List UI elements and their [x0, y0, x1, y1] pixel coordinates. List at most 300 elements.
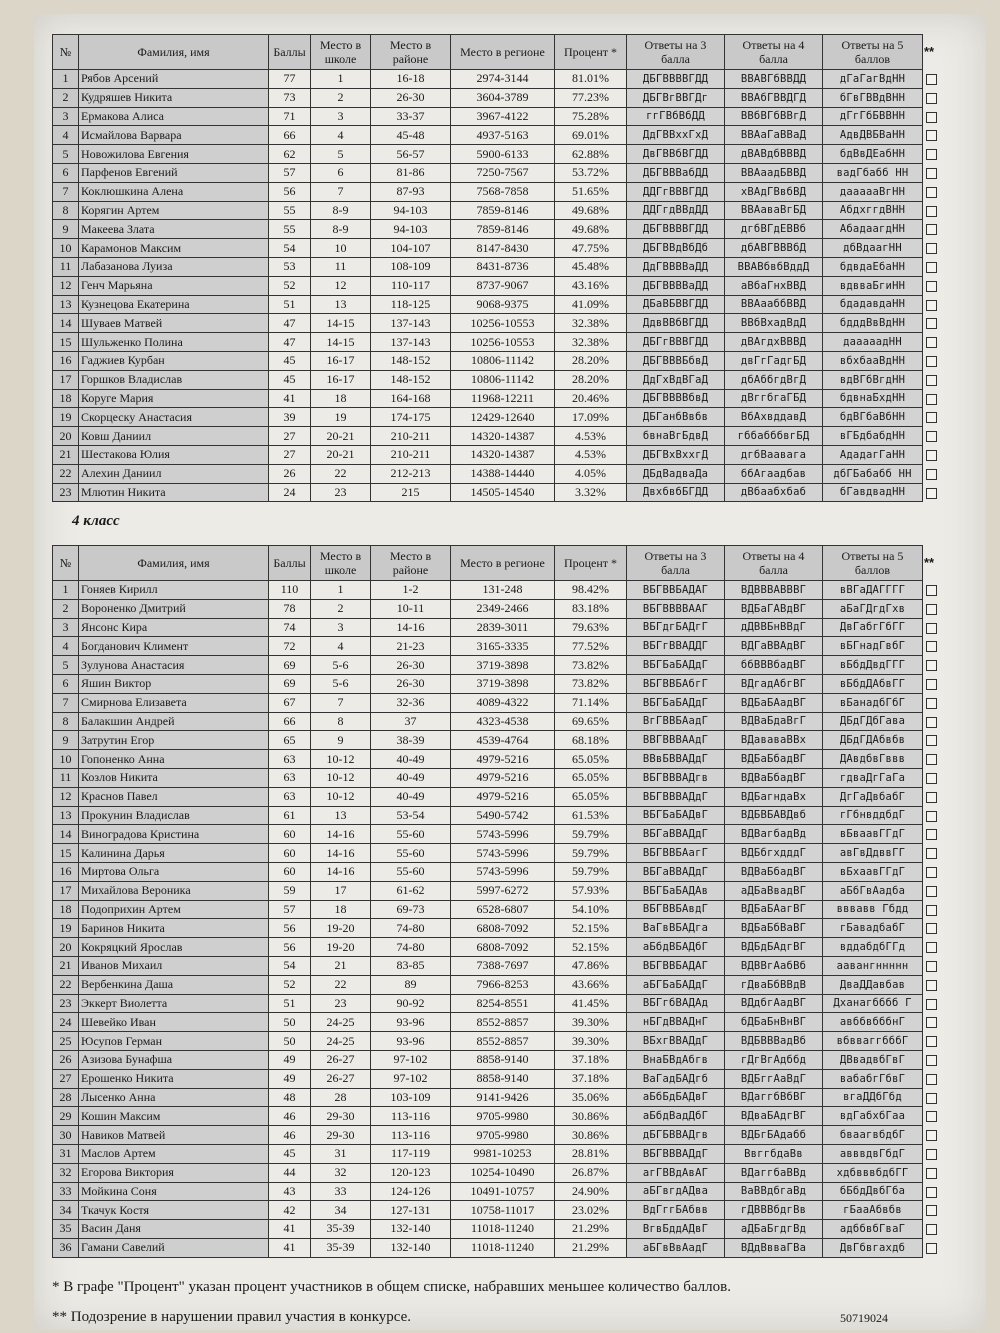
- score: 52: [269, 975, 311, 994]
- score: 57: [269, 163, 311, 182]
- district-place: 212-213: [371, 464, 451, 483]
- violation-checkbox[interactable]: [926, 1243, 937, 1254]
- table-row: [53, 163, 923, 182]
- table-row: [53, 1032, 923, 1051]
- violation-checkbox[interactable]: [926, 717, 937, 728]
- score: 78: [269, 599, 311, 618]
- violation-checkbox[interactable]: [926, 829, 937, 840]
- violation-checkbox[interactable]: [926, 1036, 937, 1047]
- violation-checkbox[interactable]: [926, 698, 937, 709]
- violation-checkbox[interactable]: [926, 961, 937, 972]
- violation-checkbox[interactable]: [926, 206, 937, 217]
- answers-4-points: хВАдГВвбВД: [725, 182, 823, 201]
- answers-4-points: ВДВВВАВВВГ: [725, 581, 823, 600]
- answers-5-points: вдвваБгиНН: [823, 276, 923, 295]
- violation-checkbox[interactable]: [926, 1130, 937, 1141]
- violation-checkbox[interactable]: [926, 394, 937, 405]
- answers-4-points: гДваБбВВдВ: [725, 975, 823, 994]
- answers-3-points: ВБГВВБАагГ: [627, 844, 725, 863]
- violation-checkbox[interactable]: [926, 149, 937, 160]
- answers-5-points: аБаГДгдГхв: [823, 599, 923, 618]
- table-row: [53, 351, 923, 370]
- violation-checkbox[interactable]: [926, 1074, 937, 1085]
- row-number: 2: [53, 599, 79, 618]
- answers-5-points: вдВГбВгдНН: [823, 370, 923, 389]
- violation-checkbox[interactable]: [926, 224, 937, 235]
- district-place: 132-140: [371, 1238, 451, 1257]
- district-place: 87-93: [371, 182, 451, 201]
- answers-3-points: ВБГВВБАДАГ: [627, 581, 725, 600]
- violation-checkbox[interactable]: [926, 867, 937, 878]
- school-place: 31: [311, 1144, 371, 1163]
- region-place: 3719-3898: [451, 656, 555, 675]
- answers-3-points: ДвГВВбВГДД: [627, 145, 725, 164]
- table-2-body: [53, 581, 923, 1258]
- percent: 59.79%: [555, 862, 627, 881]
- score: 69: [269, 656, 311, 675]
- student-name: Коругe Мария: [79, 389, 269, 408]
- region-place: 7859-8146: [451, 201, 555, 220]
- column-header: Ответы на 4 балла: [725, 35, 823, 70]
- district-place: 10-11: [371, 599, 451, 618]
- table-row: [53, 88, 923, 107]
- school-place: 19-20: [311, 938, 371, 957]
- answers-5-points: бГавдвадНН: [823, 483, 923, 502]
- score: 60: [269, 844, 311, 863]
- answers-3-points: ДДГгВВВГДД: [627, 182, 725, 201]
- school-place: 5-6: [311, 656, 371, 675]
- row-number: 7: [53, 693, 79, 712]
- answers-5-points: дааааадНН: [823, 333, 923, 352]
- violation-checkbox[interactable]: [926, 1168, 937, 1179]
- column-header: Ответы на 3 балла: [627, 546, 725, 581]
- table-row: [53, 919, 923, 938]
- answers-4-points: дгбВаавага: [725, 445, 823, 464]
- row-number: 19: [53, 919, 79, 938]
- answers-4-points: ВДБаБАадВГ: [725, 693, 823, 712]
- district-place: 148-152: [371, 351, 451, 370]
- violation-checkbox[interactable]: [926, 1093, 937, 1104]
- violation-checkbox[interactable]: [926, 773, 937, 784]
- region-place: 8858-9140: [451, 1050, 555, 1069]
- answers-4-points: дДВВБнВВдГ: [725, 618, 823, 637]
- row-number: 14: [53, 825, 79, 844]
- violation-checkbox[interactable]: [926, 93, 937, 104]
- answers-5-points: АбадаагдНН: [823, 220, 923, 239]
- violation-checkbox[interactable]: [926, 604, 937, 615]
- score: 45: [269, 351, 311, 370]
- violation-checkbox[interactable]: [926, 923, 937, 934]
- footnote-violation: ** Подозрение в нарушении правил участия в конкурсе.: [52, 1309, 412, 1325]
- row-number: 10: [53, 239, 79, 258]
- region-place: 3967-4122: [451, 107, 555, 126]
- percent: 26.87%: [555, 1163, 627, 1182]
- school-place: 2: [311, 88, 371, 107]
- table-row: [53, 126, 923, 145]
- school-place: 9: [311, 731, 371, 750]
- score: 50: [269, 1013, 311, 1032]
- score: 59: [269, 881, 311, 900]
- violation-checkbox[interactable]: [926, 300, 937, 311]
- school-place: 5: [311, 145, 371, 164]
- region-place: 8858-9140: [451, 1069, 555, 1088]
- student-name: Шуваев Матвей: [79, 314, 269, 333]
- violation-checkbox[interactable]: [926, 112, 937, 123]
- violation-checkbox[interactable]: [926, 999, 937, 1010]
- violation-checkbox[interactable]: [926, 1224, 937, 1235]
- answers-3-points: дБГБВВАДгв: [627, 1126, 725, 1145]
- row-number: 13: [53, 806, 79, 825]
- score: 46: [269, 1107, 311, 1126]
- violation-checkbox[interactable]: [926, 450, 937, 461]
- violation-checkbox[interactable]: [926, 243, 937, 254]
- violation-checkbox[interactable]: [926, 585, 937, 596]
- table-row: [53, 956, 923, 975]
- score: 110: [269, 581, 311, 600]
- percent: 47.75%: [555, 239, 627, 258]
- table-row: [53, 314, 923, 333]
- answers-4-points: бДБаБнВнВГ: [725, 1013, 823, 1032]
- region-place: 6528-6807: [451, 900, 555, 919]
- answers-4-points: дВггбгаГБД: [725, 389, 823, 408]
- violation-checkbox[interactable]: [926, 754, 937, 765]
- violation-checkbox[interactable]: [926, 905, 937, 916]
- answers-5-points: дбВдаагНН: [823, 239, 923, 258]
- violation-checkbox[interactable]: [926, 1055, 937, 1066]
- violation-checkbox[interactable]: [926, 811, 937, 822]
- violation-checkbox[interactable]: [926, 848, 937, 859]
- school-place: 18: [311, 389, 371, 408]
- row-number: 18: [53, 900, 79, 919]
- answers-3-points: ВнаБВдАбгв: [627, 1050, 725, 1069]
- student-name: Янсонс Кира: [79, 618, 269, 637]
- violation-checkbox[interactable]: [926, 1111, 937, 1122]
- answers-5-points: вввавв Гбдд: [823, 900, 923, 919]
- score: 55: [269, 220, 311, 239]
- row-number: 21: [53, 445, 79, 464]
- school-place: 10-12: [311, 768, 371, 787]
- school-place: 7: [311, 182, 371, 201]
- answers-3-points: ДБГгВВВГДД: [627, 333, 725, 352]
- violation-checkbox[interactable]: [926, 412, 937, 423]
- table-row: [53, 900, 923, 919]
- region-place: 4323-4538: [451, 712, 555, 731]
- region-place: 8552-8857: [451, 1013, 555, 1032]
- answers-5-points: вБваавГГдГ: [823, 825, 923, 844]
- answers-4-points: дбАббгдВгД: [725, 370, 823, 389]
- row-number: 10: [53, 750, 79, 769]
- district-place: 74-80: [371, 919, 451, 938]
- row-number: 1: [53, 70, 79, 89]
- answers-4-points: ВДаггбаВВд: [725, 1163, 823, 1182]
- answers-4-points: ВВбВхадВдД: [725, 314, 823, 333]
- region-place: 11968-12211: [451, 389, 555, 408]
- school-place: 14-15: [311, 314, 371, 333]
- answers-5-points: ДваДДавбав: [823, 975, 923, 994]
- violation-checkbox[interactable]: [926, 337, 937, 348]
- row-number: 9: [53, 731, 79, 750]
- violation-checkbox[interactable]: [926, 168, 937, 179]
- district-place: 40-49: [371, 787, 451, 806]
- district-place: 21-23: [371, 637, 451, 656]
- row-number: 34: [53, 1201, 79, 1220]
- table-2-header: [53, 546, 923, 581]
- percent: 54.10%: [555, 900, 627, 919]
- score: 60: [269, 825, 311, 844]
- answers-5-points: гГбнвддбдГ: [823, 806, 923, 825]
- district-place: 56-57: [371, 145, 451, 164]
- percent: 39.30%: [555, 1013, 627, 1032]
- district-place: 93-96: [371, 1032, 451, 1051]
- violation-checkbox[interactable]: [926, 318, 937, 329]
- district-place: 97-102: [371, 1050, 451, 1069]
- percent: 83.18%: [555, 599, 627, 618]
- region-place: 9705-9980: [451, 1107, 555, 1126]
- violation-checkbox[interactable]: [926, 130, 937, 141]
- school-place: 7: [311, 693, 371, 712]
- percent: 37.18%: [555, 1050, 627, 1069]
- score: 57: [269, 900, 311, 919]
- violation-checkbox[interactable]: [926, 886, 937, 897]
- table-row: [53, 1107, 923, 1126]
- answers-4-points: ВДБдБАдгВГ: [725, 938, 823, 957]
- percent: 53.72%: [555, 163, 627, 182]
- percent: 28.81%: [555, 1144, 627, 1163]
- percent: 98.42%: [555, 581, 627, 600]
- score: 52: [269, 276, 311, 295]
- table-row: [53, 693, 923, 712]
- answers-3-points: ДБГВВВабДД: [627, 163, 725, 182]
- column-header: Ответы на 5 баллов: [823, 35, 923, 70]
- answers-5-points: дааааaВгНН: [823, 182, 923, 201]
- column-header: Баллы: [269, 35, 311, 70]
- answers-5-points: аавангннннн: [823, 956, 923, 975]
- region-place: 5743-5996: [451, 862, 555, 881]
- row-number: 4: [53, 637, 79, 656]
- district-place: 97-102: [371, 1069, 451, 1088]
- school-place: 24-25: [311, 1013, 371, 1032]
- answers-5-points: вгаДДбГбд: [823, 1088, 923, 1107]
- violation-checkbox[interactable]: [926, 623, 937, 634]
- school-place: 10-12: [311, 750, 371, 769]
- table-1-body: [53, 70, 923, 502]
- column-header: Ответы на 5 баллов: [823, 546, 923, 581]
- table-row: [53, 1013, 923, 1032]
- table-row: [53, 825, 923, 844]
- region-place: 5490-5742: [451, 806, 555, 825]
- answers-5-points: гБавадбабГ: [823, 919, 923, 938]
- school-place: 13: [311, 806, 371, 825]
- row-number: 1: [53, 581, 79, 600]
- percent: 43.16%: [555, 276, 627, 295]
- percent: 68.18%: [555, 731, 627, 750]
- district-place: 118-125: [371, 295, 451, 314]
- student-name: Рябов Арсений: [79, 70, 269, 89]
- table-row: [53, 994, 923, 1013]
- violation-checkbox[interactable]: [926, 74, 937, 85]
- table-row: [53, 1088, 923, 1107]
- column-header: №: [53, 546, 79, 581]
- violation-checkbox[interactable]: [926, 980, 937, 991]
- row-number: 15: [53, 333, 79, 352]
- answers-5-points: вБбдДвдГГГ: [823, 656, 923, 675]
- answers-4-points: ВбАхвддавД: [725, 408, 823, 427]
- region-place: 10256-10553: [451, 333, 555, 352]
- region-place: 9141-9426: [451, 1088, 555, 1107]
- region-place: 8431-8736: [451, 257, 555, 276]
- district-place: 124-126: [371, 1182, 451, 1201]
- answers-3-points: аБГвгдАДва: [627, 1182, 725, 1201]
- violation-checkbox[interactable]: [926, 187, 937, 198]
- student-name: Макеева Злата: [79, 220, 269, 239]
- answers-3-points: ДДГгдВВдДД: [627, 201, 725, 220]
- violation-checkbox[interactable]: [926, 641, 937, 652]
- student-name: Юсупов Герман: [79, 1032, 269, 1051]
- student-name: Генч Марьяна: [79, 276, 269, 295]
- student-name: Кокряцкий Ярослав: [79, 938, 269, 957]
- table-row: [53, 881, 923, 900]
- answers-3-points: ДБГВВВВбвД: [627, 389, 725, 408]
- school-place: 20-21: [311, 427, 371, 446]
- score: 27: [269, 445, 311, 464]
- student-name: Ковш Даниил: [79, 427, 269, 446]
- violation-checkbox[interactable]: [926, 375, 937, 386]
- violation-checkbox[interactable]: [926, 1017, 937, 1028]
- region-place: 7966-8253: [451, 975, 555, 994]
- table-row: [53, 1238, 923, 1257]
- student-name: Козлов Никита: [79, 768, 269, 787]
- school-place: 12: [311, 276, 371, 295]
- student-name: Вороненко Дмитрий: [79, 599, 269, 618]
- row-number: 31: [53, 1144, 79, 1163]
- score: 63: [269, 787, 311, 806]
- table-row: [53, 464, 923, 483]
- row-number: 22: [53, 464, 79, 483]
- region-place: 5900-6133: [451, 145, 555, 164]
- column-header: Место в школе: [311, 546, 371, 581]
- violation-checkbox[interactable]: [926, 792, 937, 803]
- answers-5-points: дГаГагВдНН: [823, 70, 923, 89]
- violation-checkbox[interactable]: [926, 735, 937, 746]
- violation-checkbox[interactable]: [926, 1205, 937, 1216]
- answers-3-points: ДБГВхВххгД: [627, 445, 725, 464]
- student-name: Кудряшев Никита: [79, 88, 269, 107]
- percent: 79.63%: [555, 618, 627, 637]
- answers-3-points: ггГВбВбДД: [627, 107, 725, 126]
- school-place: 26-27: [311, 1050, 371, 1069]
- row-number: 13: [53, 295, 79, 314]
- table-row: [53, 1182, 923, 1201]
- table-row: [53, 333, 923, 352]
- school-place: 2: [311, 599, 371, 618]
- table-row: [53, 806, 923, 825]
- score: 49: [269, 1069, 311, 1088]
- answers-3-points: ДБГВВВБбвД: [627, 351, 725, 370]
- student-name: Смирнова Елизавета: [79, 693, 269, 712]
- percent: 62.88%: [555, 145, 627, 164]
- district-place: 55-60: [371, 844, 451, 863]
- table-row: [53, 674, 923, 693]
- student-name: Миртова Ольга: [79, 862, 269, 881]
- score: 65: [269, 731, 311, 750]
- district-place: 1-2: [371, 581, 451, 600]
- school-place: 8: [311, 712, 371, 731]
- score: 73: [269, 88, 311, 107]
- violation-checkbox[interactable]: [926, 1149, 937, 1160]
- answers-3-points: ВБГВВБАДАГ: [627, 956, 725, 975]
- score: 41: [269, 389, 311, 408]
- score: 26: [269, 464, 311, 483]
- district-place: 69-73: [371, 900, 451, 919]
- student-name: Богданович Климент: [79, 637, 269, 656]
- answers-3-points: ДБГВгВВГДг: [627, 88, 725, 107]
- score: 55: [269, 201, 311, 220]
- answers-5-points: ДАвдбвГввв: [823, 750, 923, 769]
- answers-3-points: ВБГВВВАДдГ: [627, 1144, 725, 1163]
- district-place: 16-18: [371, 70, 451, 89]
- table-row: [53, 427, 923, 446]
- answers-4-points: ВДВаБбадВГ: [725, 768, 823, 787]
- school-place: 19: [311, 408, 371, 427]
- answers-3-points: ВБГгбВАДАд: [627, 994, 725, 1013]
- region-place: 4089-4322: [451, 693, 555, 712]
- violation-checkbox[interactable]: [926, 356, 937, 367]
- answers-4-points: ВДдбгАадВГ: [725, 994, 823, 1013]
- district-place: 132-140: [371, 1220, 451, 1239]
- district-place: 210-211: [371, 427, 451, 446]
- student-name: Ткачук Костя: [79, 1201, 269, 1220]
- answers-5-points: ДБдГДбГава: [823, 712, 923, 731]
- district-place: 33-37: [371, 107, 451, 126]
- answers-3-points: ДБдВадваДа: [627, 464, 725, 483]
- district-place: 26-30: [371, 674, 451, 693]
- column-header: Ответы на 3 балла: [627, 35, 725, 70]
- column-header: Фамилия, имя: [79, 546, 269, 581]
- violation-checkbox[interactable]: [926, 679, 937, 690]
- district-place: 38-39: [371, 731, 451, 750]
- row-number: 35: [53, 1220, 79, 1239]
- region-place: 14320-14387: [451, 445, 555, 464]
- violation-checkbox[interactable]: [926, 488, 937, 499]
- percent: 21.29%: [555, 1220, 627, 1239]
- answers-3-points: ВБГБаБАДдГ: [627, 693, 725, 712]
- violation-checkbox[interactable]: [926, 431, 937, 442]
- violation-checkbox[interactable]: [926, 1187, 937, 1198]
- table-row: [53, 581, 923, 600]
- violation-checkbox[interactable]: [926, 942, 937, 953]
- row-number: 5: [53, 145, 79, 164]
- violation-checkbox[interactable]: [926, 660, 937, 671]
- answers-3-points: бвнаВгБдвД: [627, 427, 725, 446]
- student-name: Шульженко Полина: [79, 333, 269, 352]
- score: 42: [269, 1201, 311, 1220]
- percent: 43.66%: [555, 975, 627, 994]
- student-name: Калинина Дарья: [79, 844, 269, 863]
- district-place: 120-123: [371, 1163, 451, 1182]
- region-place: 4979-5216: [451, 750, 555, 769]
- student-name: Лысенко Анна: [79, 1088, 269, 1107]
- score: 56: [269, 938, 311, 957]
- table-row: [53, 201, 923, 220]
- violation-checkbox[interactable]: [926, 262, 937, 273]
- violation-checkbox[interactable]: [926, 469, 937, 480]
- student-name: Виноградова Кристина: [79, 825, 269, 844]
- answers-4-points: ВДБаБАагВГ: [725, 900, 823, 919]
- answers-5-points: дбГБабабб НН: [823, 464, 923, 483]
- column-header: Место в школе: [311, 35, 371, 70]
- violation-checkbox[interactable]: [926, 281, 937, 292]
- answers-5-points: вабабгГбвГ: [823, 1069, 923, 1088]
